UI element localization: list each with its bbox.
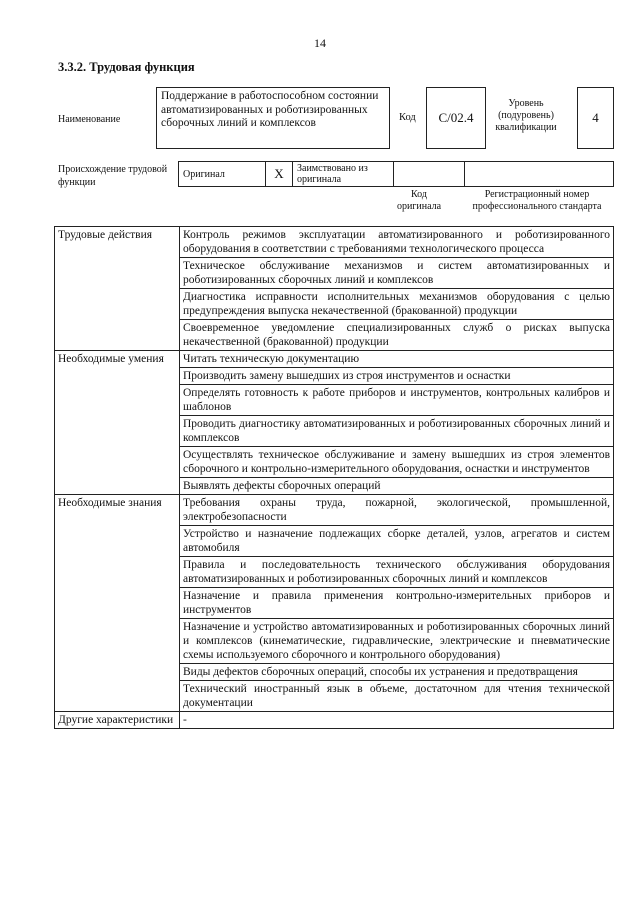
table-row [55, 495, 614, 526]
knowledge-item: Технический иностранный язык в объеме, достаточном для чтения технической документации [180, 681, 614, 712]
skill-item: Проводить диагностику автоматизированных и роботизированных сборочных линий и комплексов [180, 416, 614, 447]
table-row [55, 712, 614, 729]
knowledge-item: Правила и последовательность технического обслуживания оборудования автоматизированных и роботизированных сборочных линий и комплексов [180, 557, 614, 588]
skills-header: Необходимые умения [55, 351, 180, 495]
labor-action-item: Своевременное уведомление специализированных служб о рисках выпуска некачественной (бракованной) продукции [180, 320, 614, 351]
origin-label: Происхождение трудовой функции [58, 164, 168, 188]
origin-original-cell: Оригинал [179, 162, 266, 187]
labor-action-item: Диагностика исправности исполнительных механизмов оборудования с целью предупреждения выпуска некачественной (бракованной) продукции [180, 289, 614, 320]
origin-code-cell [394, 162, 465, 187]
code-value-box: С/02.4 [426, 87, 486, 149]
knowledge-header: Необходимые знания [55, 495, 180, 712]
knowledge-item: Назначение и правила применения контрольно-измерительных приборов и инструментов [180, 588, 614, 619]
qualification-level-label: Уровень (подуровень) квалификации [495, 98, 557, 133]
skill-item: Определять готовность к работе приборов и инструментов, контрольных калибров и шаблонов [180, 385, 614, 416]
origin-borrowed-cell: Заимствовано из оригинала [293, 162, 394, 187]
labor-actions-header: Трудовые действия [55, 227, 180, 351]
skill-item: Читать техническую документацию [180, 351, 614, 368]
skill-item: Производить замену вышедших из строя инструментов и оснастки [180, 368, 614, 385]
section-title: 3.3.2. Трудовая функция [58, 60, 195, 74]
knowledge-item: Устройство и назначение подлежащих сборке деталей, узлов, агрегатов и систем автомобиля [180, 526, 614, 557]
other-characteristics-header: Другие характеристики [55, 712, 180, 729]
labor-action-item: Контроль режимов эксплуатации автоматизированного и роботизированного оборудования в соответствии с требованиями технологического процесса [180, 227, 614, 258]
labor-function-table [54, 226, 614, 729]
origin-reg-number-cell [465, 162, 614, 187]
qualification-level-box: 4 [577, 87, 614, 149]
origin-mark-cell: Х [266, 162, 293, 187]
knowledge-item: Назначение и устройство автоматизированных и роботизированных сборочных линий и комплексов (кинематические, гидравлические, электрические и пневматические схемы используемого сборочного и контрольного оборудования) [180, 619, 614, 664]
skill-item: Осуществлять техническое обслуживание и замену вышедших из строя элементов сборочного и контрольно-измерительного оборудования, оснастки и инструментов [180, 447, 614, 478]
code-label: Код [399, 112, 416, 123]
table-row [55, 227, 614, 258]
table-row [55, 351, 614, 368]
knowledge-item: Требования охраны труда, пожарной, экологической, промышленной, электробезопасности [180, 495, 614, 526]
knowledge-item: Виды дефектов сборочных операций, способы их устранения и предотвращения [180, 664, 614, 681]
name-label: Наименование [58, 114, 121, 125]
original-code-caption: Код оригинала [396, 189, 442, 212]
origin-table [178, 161, 614, 187]
other-characteristics-value: - [180, 712, 614, 729]
page-number: 14 [314, 36, 326, 50]
name-value-box: Поддержание в работоспособном состоянии автоматизированных и роботизированных сборочных линий и комплексов [156, 87, 390, 149]
labor-action-item: Техническое обслуживание механизмов и систем автоматизированных и роботизированных сборочных линий и комплексов [180, 258, 614, 289]
skill-item: Выявлять дефекты сборочных операций [180, 478, 614, 495]
registration-number-caption: Регистрационный номер профессионального стандарта [472, 189, 602, 212]
